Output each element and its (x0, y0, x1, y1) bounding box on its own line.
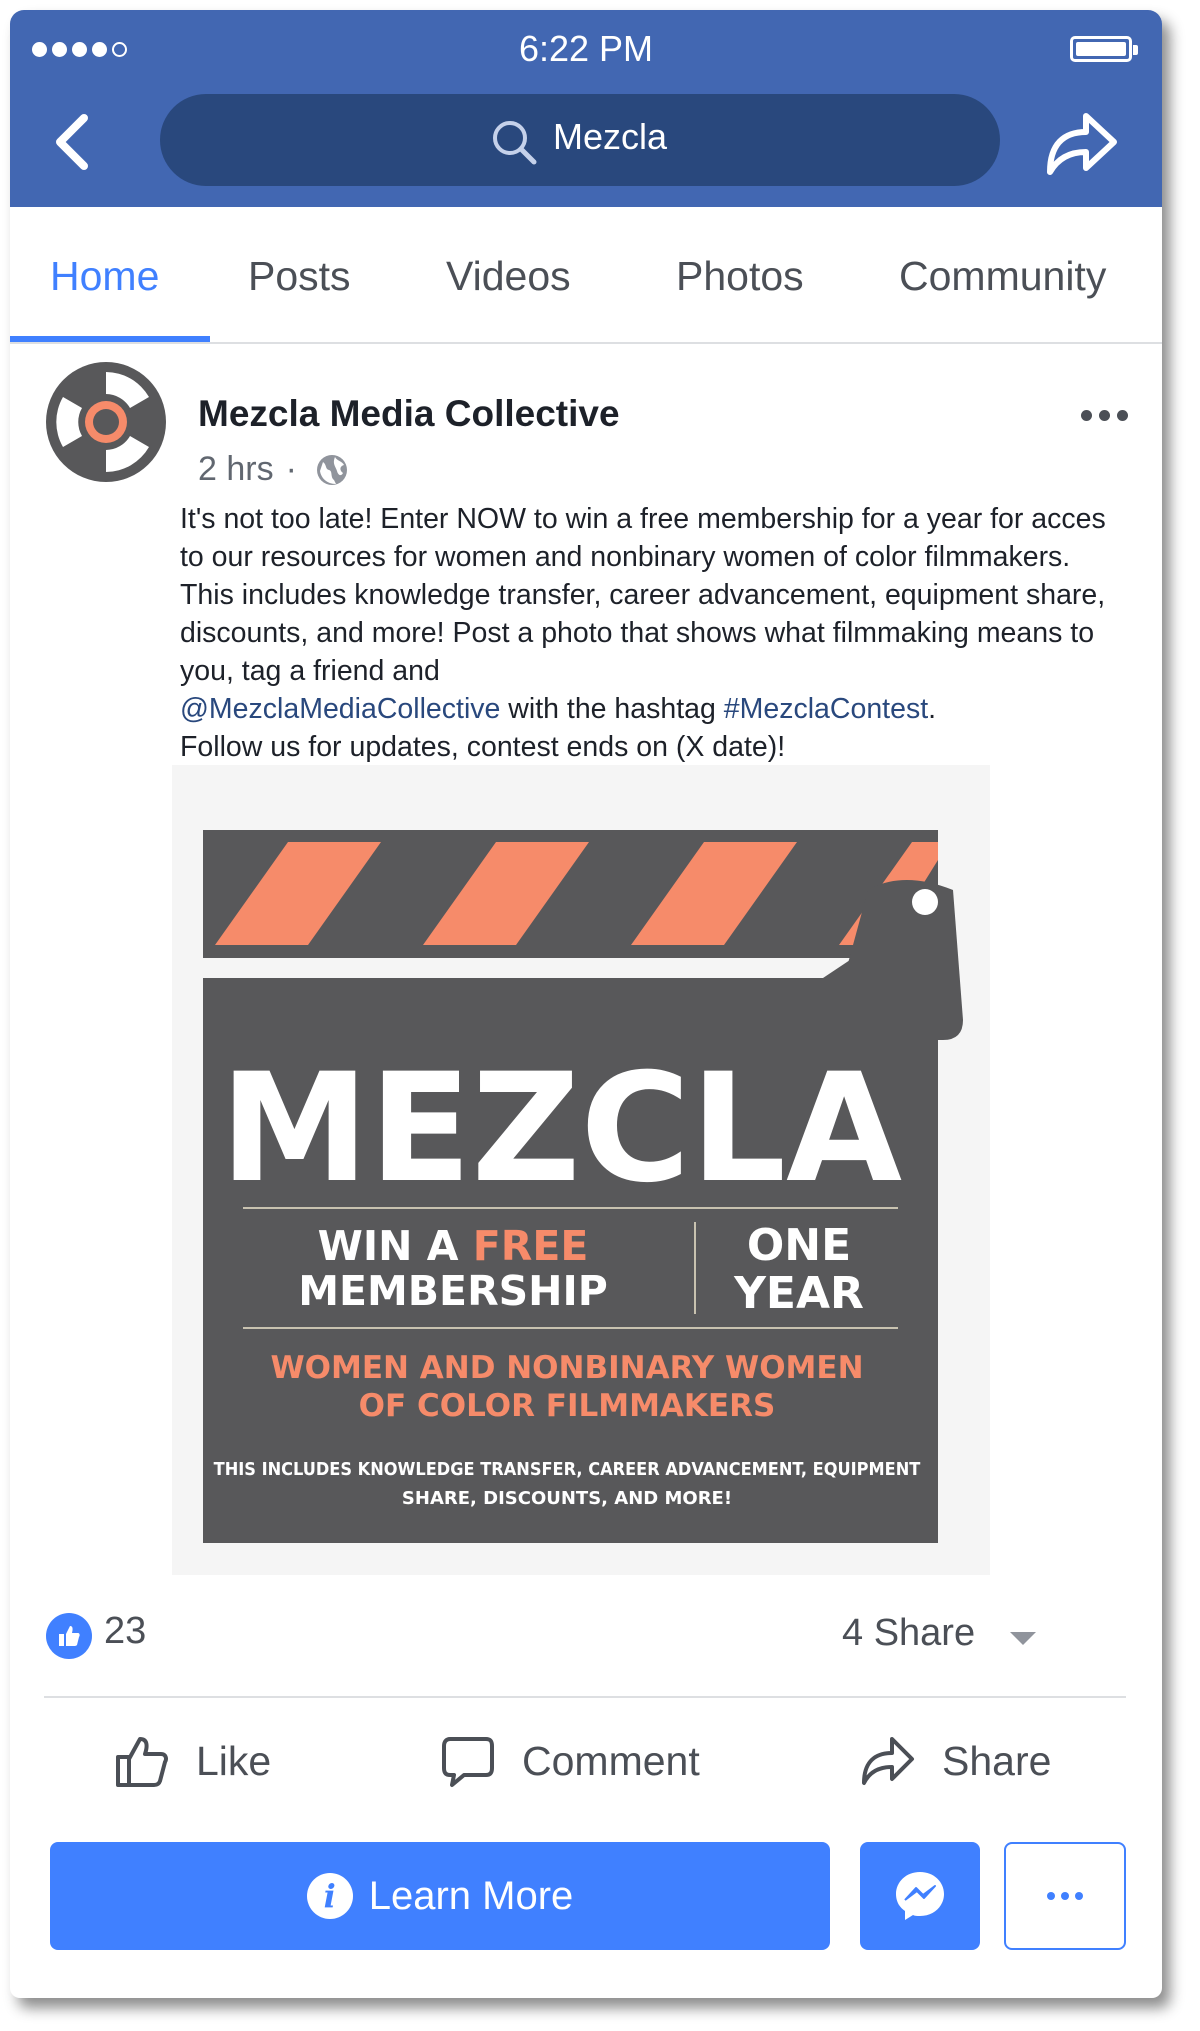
graphic-win-a: WIN A (317, 1222, 459, 1270)
share-icon (860, 1733, 916, 1789)
search-input[interactable] (160, 94, 1000, 186)
like-label: Like (196, 1737, 272, 1784)
graphic-audience-line2: OF COLOR FILMMAKERS (358, 1388, 776, 1424)
tab-community[interactable]: Community (899, 253, 1107, 299)
share-label: Share (942, 1737, 1052, 1784)
comment-icon (440, 1733, 496, 1789)
post-author[interactable]: Mezcla Media Collective (198, 393, 620, 434)
tab-home[interactable]: Home (50, 253, 160, 299)
learn-more-label: Learn More (368, 1873, 574, 1918)
graphic-audience-line1: WOMEN AND NONBINARY WOMEN (270, 1350, 864, 1386)
graphic-includes-line2: SHARE, DISCOUNTS, AND MORE! (401, 1488, 733, 1509)
page-avatar[interactable] (46, 362, 166, 482)
hashtag-link[interactable]: #MezclaContest (723, 693, 929, 725)
graphic-one: ONE (746, 1220, 852, 1271)
graphic-free: FREE (472, 1222, 589, 1270)
post-text-follow: Follow us for updates, contest ends on (X date)! (180, 731, 786, 763)
meta-separator: · (285, 450, 297, 488)
post-body (180, 500, 1130, 766)
comment-button[interactable] (440, 1722, 700, 1800)
caret-down-icon[interactable] (1010, 1632, 1036, 1645)
phone-screen (10, 10, 1162, 1998)
status-time: 6:22 PM (518, 28, 654, 69)
top-navigation-bar (10, 10, 1162, 207)
info-icon: i (307, 1873, 353, 1919)
learn-more-button[interactable] (50, 1842, 830, 1950)
thumbs-up-icon (114, 1733, 170, 1789)
mention-link[interactable]: @MezclaMediaCollective (180, 693, 501, 725)
messenger-icon (892, 1868, 948, 1924)
search-query: Mezcla (553, 116, 668, 157)
actions-divider (44, 1696, 1126, 1698)
graphic-includes-line1: THIS INCLUDES KNOWLEDGE TRANSFER, CAREER ADVANCEMENT, EQUIPMENT (213, 1459, 921, 1480)
like-count[interactable]: 23 (104, 1610, 147, 1652)
back-arrow-icon[interactable] (48, 112, 98, 172)
active-tab-indicator (10, 336, 210, 342)
like-button[interactable] (114, 1722, 271, 1800)
like-reaction-icon[interactable] (46, 1613, 92, 1659)
graphic-brand: MEZCLA (219, 1042, 903, 1216)
post-options-icon[interactable] (1081, 410, 1128, 421)
battery-icon (1070, 36, 1132, 62)
tab-photos[interactable]: Photos (676, 253, 804, 299)
graphic-membership: MEMBERSHIP (298, 1267, 608, 1315)
more-options-button[interactable] (1004, 1842, 1126, 1950)
clapperboard-graphic[interactable] (203, 830, 983, 1550)
post-text-mid: with the hashtag (508, 693, 716, 725)
post-text-intro: It's not too late! Enter NOW to win a free membership for a year for acces to our resources for women and nonbinary women of color filmmakers. This includes knowledge transfer, career advancement, equipment share, discounts, and more! Post a photo that shows what filmmaking means to you, tag a friend and (180, 503, 1106, 687)
share-arrow-icon[interactable] (1042, 106, 1120, 178)
graphic-year: YEAR (734, 1268, 864, 1319)
page-tabs (10, 207, 1162, 344)
tab-posts[interactable]: Posts (248, 253, 351, 299)
svg-text:WIN A FREE (318, 1222, 589, 1270)
globe-icon (315, 453, 349, 487)
share-button[interactable] (860, 1722, 1051, 1800)
tab-videos[interactable]: Videos (446, 253, 571, 299)
search-icon (490, 118, 538, 166)
post-text-end: . (928, 693, 937, 725)
messenger-button[interactable] (860, 1842, 980, 1950)
share-count[interactable]: 4 Share (842, 1612, 976, 1654)
post-meta (198, 450, 349, 489)
comment-label: Comment (522, 1737, 700, 1784)
post-time[interactable]: 2 hrs (198, 450, 274, 488)
